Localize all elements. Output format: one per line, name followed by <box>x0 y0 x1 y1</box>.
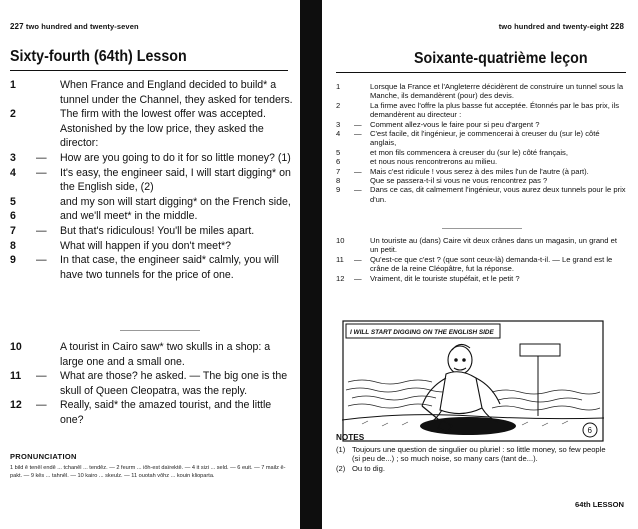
line-dash: — <box>36 166 47 179</box>
line-dash: — <box>36 370 47 383</box>
left-running-head-text: two hundred and twenty-seven <box>25 22 139 31</box>
line-text: Lorsque la France et l'Angleterre décidèrent de construire un tunnel sous la Manche, ils demandèrent (pour) des devis. <box>370 82 624 101</box>
line-text: Comment allez-vous le faire pour si peu d'argent ? <box>370 119 540 129</box>
right-title-rule <box>336 72 626 73</box>
line-text: Un touriste au (dans) Caire vit deux crânes dans un magasin, un grand et un petit. <box>370 236 617 255</box>
line-text: Que se passera-t-il si vous ne vous rencontrez pas ? <box>370 176 548 186</box>
notes-heading: NOTES <box>336 433 365 442</box>
french-lesson-title: Soixante-quatrième leçon <box>414 50 588 67</box>
line-number: 1 <box>10 79 16 91</box>
dialogue-line <box>10 369 296 398</box>
line-number: 5 <box>10 195 16 208</box>
left-running-head <box>10 22 139 31</box>
left-page <box>0 0 300 529</box>
dialogue-line <box>336 148 626 157</box>
english-dialogue-2 <box>10 340 296 428</box>
line-number: 6 <box>10 210 16 223</box>
dialogue-line <box>10 239 296 254</box>
page-footer: 64th LESSON <box>575 500 624 509</box>
pronunciation-text: 1 bild ê tenêl endê ... tchanêl ... tendêz. — 2 feurm ... iôh-est daïrektê. — 4 it sizi ... seld. — 6 euit. — 7 mailz ê-pakt. — 9 kês ... tahnêl. — 10 kairo ... skeulz. — 11 ouotah vôhz ... kouin klioparta. <box>10 465 286 479</box>
dialogue-line <box>336 120 626 129</box>
line-number: 10 <box>10 341 22 353</box>
line-number: 1 <box>336 82 341 91</box>
line-text: et mon fils commencera à creuser du (sur le) côté français, <box>370 147 568 157</box>
line-text: Mais c'est ridicule ! vous serez à des miles l'un de l'autre (à part). <box>370 166 589 176</box>
english-lesson-title: Sixty-fourth (64th) Lesson <box>10 48 187 65</box>
left-separator <box>120 330 200 331</box>
dialogue-line <box>10 195 296 210</box>
notes-list <box>336 445 606 474</box>
line-number: 5 <box>336 147 341 157</box>
dialogue-line <box>336 101 626 120</box>
right-running-head <box>499 22 624 31</box>
line-text: and my son will start digging* on the French side, <box>60 195 291 208</box>
line-text: C'est facile, dit l'ingénieur, je commencerai à creuser du (sur le) côté anglais, <box>370 129 600 148</box>
line-number: 10 <box>336 236 345 245</box>
line-number: 8 <box>336 176 341 186</box>
line-dash: — <box>36 151 47 164</box>
line-text: and we'll meet* in the middle. <box>60 210 198 223</box>
line-text: Qu'est-ce que c'est ? (que sont ceux-là) demanda-t-il. — Le grand est le crâne de la reine Cléopâtre, fut la réponse. <box>370 254 613 274</box>
line-text: et nous nous rencontrerons au milieu. <box>370 157 498 167</box>
left-title-rule <box>10 70 288 71</box>
line-number: 12 <box>336 273 345 283</box>
dialogue-line <box>10 253 296 282</box>
line-dash: — <box>354 119 362 129</box>
dialogue-line <box>10 151 296 166</box>
dialogue-line <box>336 185 626 204</box>
pronunciation-section <box>10 452 296 480</box>
pronunciation-heading: PRONUNCIATION <box>10 452 77 461</box>
dialogue-line <box>10 209 296 224</box>
notes-section <box>336 433 606 473</box>
line-dash: — <box>36 254 47 267</box>
right-running-head-text: two hundred and twenty-eight <box>498 22 609 31</box>
line-number: 12 <box>10 399 22 412</box>
line-text: How are you going to do it for so little money? (1) <box>60 151 291 164</box>
line-text: Really, said* the amazed tourist, and the little one? <box>60 399 272 426</box>
dialogue-line <box>336 167 626 176</box>
french-dialogue-1 <box>336 82 626 204</box>
line-dash: — <box>36 224 47 237</box>
dialogue-line <box>10 78 296 107</box>
dialogue-line <box>10 398 296 427</box>
line-dash: — <box>354 185 362 195</box>
dialogue-line <box>336 274 626 283</box>
dialogue-line <box>336 176 626 185</box>
right-page-number: 228 <box>610 22 624 31</box>
line-text: What are those? he asked. — The big one is the skull of Queen Cleopatra, was the reply. <box>60 370 288 397</box>
line-number: 4 <box>336 129 341 139</box>
line-text: In that case, the engineer said* calmly, you will have two tunnels for the price of one. <box>60 254 279 281</box>
line-text: When France and England decided to build* a tunnel under the Channel, they asked for tenders. <box>60 79 293 106</box>
english-dialogue-1 <box>10 78 296 282</box>
cartoon-illustration <box>342 320 604 442</box>
dialogue-line <box>10 166 296 195</box>
dialogue-line <box>336 157 626 166</box>
note-text: Ou to dig. <box>352 463 385 473</box>
line-number: 9 <box>10 254 16 267</box>
line-dash: — <box>354 254 362 264</box>
french-dialogue-2 <box>336 236 626 283</box>
line-text: A tourist in Cairo saw* two skulls in a shop: a large one and a small one. <box>60 341 271 368</box>
line-number: 3 <box>10 151 16 164</box>
line-number: 3 <box>336 119 341 129</box>
line-number: 11 <box>10 370 22 383</box>
dialogue-line <box>10 107 296 151</box>
line-number: 7 <box>336 166 341 176</box>
dialogue-line <box>336 129 626 148</box>
line-number: 6 <box>336 157 341 167</box>
line-text: Dans ce cas, dit calmement l'ingénieur, vous aurez deux tunnels pour le prix d'un. <box>370 185 626 204</box>
line-text: Vraiment, dit le touriste stupéfait, et le petit ? <box>370 273 520 283</box>
note-key: (1) <box>336 444 346 454</box>
left-page-number: 227 <box>10 22 24 31</box>
line-number: 4 <box>10 166 16 179</box>
cartoon-caption: I WILL START DIGGING ON THE ENGLISH SIDE <box>350 329 494 336</box>
right-separator <box>442 228 522 229</box>
line-number: 7 <box>10 224 16 237</box>
line-text: What will happen if you don't meet*? <box>60 239 232 252</box>
line-text: The firm with the lowest offer was accepted. Astonished by the low price, they asked the director: <box>60 108 266 150</box>
line-dash: — <box>354 273 362 283</box>
dialogue-line <box>336 82 626 101</box>
dialogue-line <box>336 255 626 274</box>
note-key: (2) <box>336 463 346 473</box>
line-dash: — <box>354 129 362 139</box>
dialogue-line <box>10 224 296 239</box>
note-text: Toujours une question de singulier ou pluriel : so little money, so few people (si peu de...) ; so much noise, so many cars (tant de...). <box>352 444 606 464</box>
book-gutter <box>300 0 322 529</box>
line-text: La firme avec l'offre la plus basse fut acceptée. Étonnés par le bas prix, ils demandèrent au directeur : <box>370 100 620 120</box>
cartoon-number: 6 <box>587 426 592 435</box>
line-number: 9 <box>336 185 341 195</box>
line-number: 2 <box>10 108 16 121</box>
line-dash: — <box>354 166 362 176</box>
note-item <box>336 464 606 474</box>
line-dash: — <box>36 399 47 412</box>
line-text: It's easy, the engineer said, I will start digging* on the English side, (2) <box>60 166 291 194</box>
dialogue-line <box>336 236 626 255</box>
dialogue-line <box>10 340 296 369</box>
note-item <box>336 445 606 464</box>
line-number: 11 <box>336 254 344 264</box>
line-number: 8 <box>10 239 16 252</box>
line-number: 2 <box>336 100 341 110</box>
line-text: But that's ridiculous! You'll be miles apart. <box>60 224 255 237</box>
